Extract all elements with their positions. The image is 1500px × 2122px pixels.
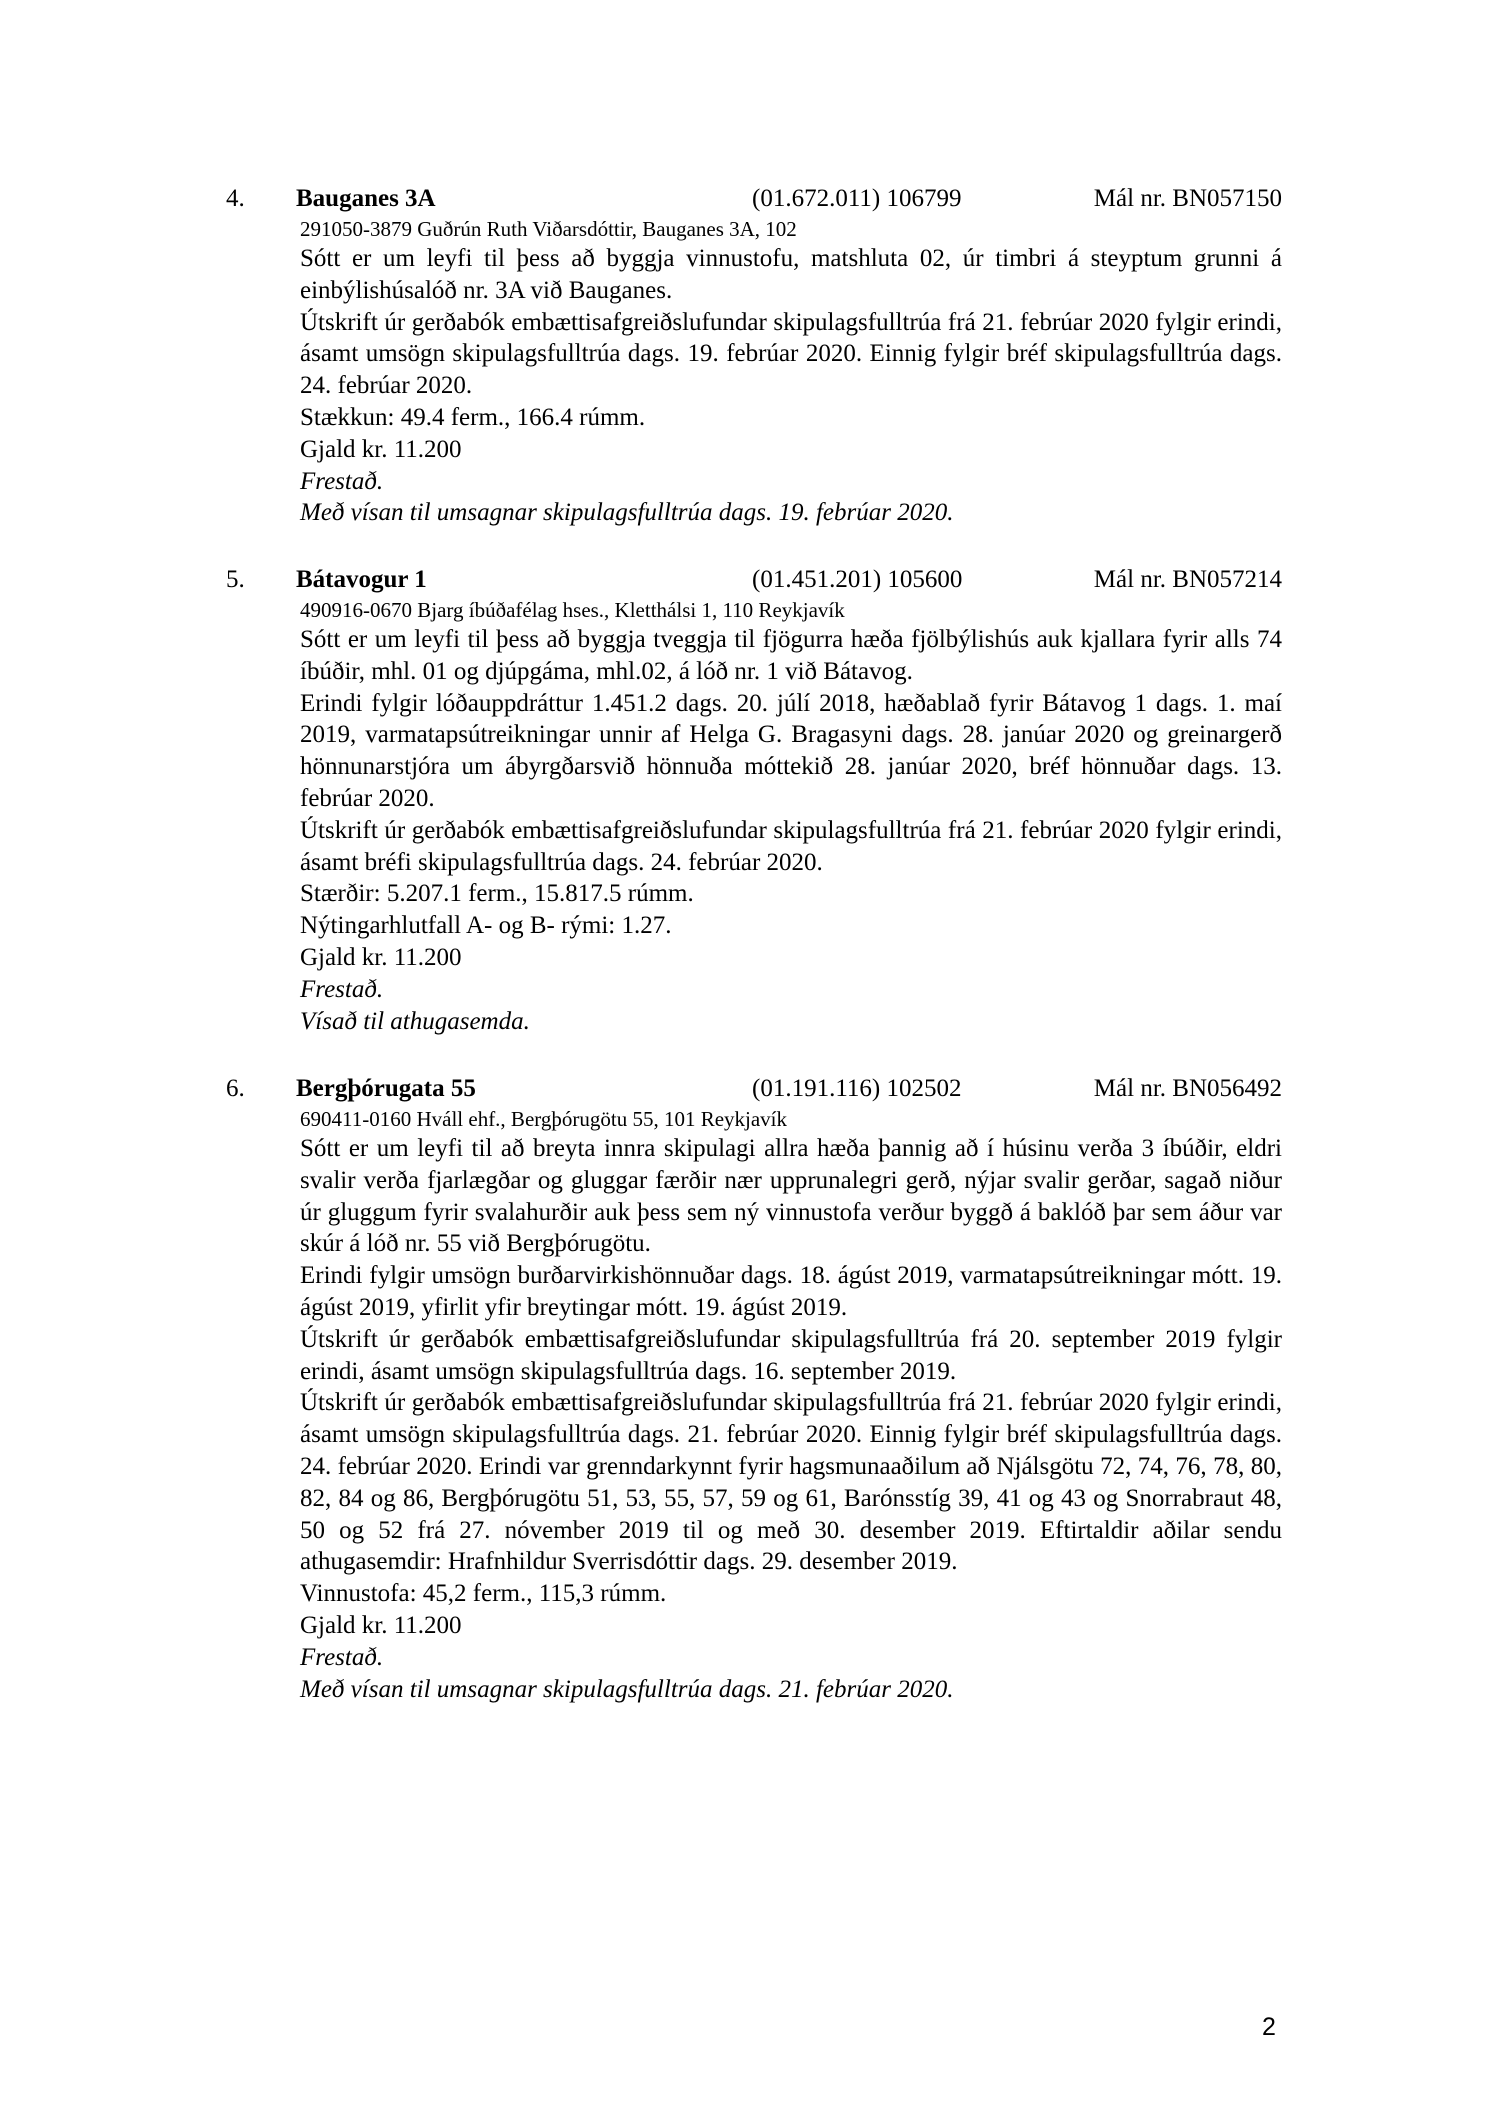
entry-paragraph: Nýtingarhlutfall A- og B- rými: 1.27.: [300, 912, 672, 940]
entry-applicant: 291050-3879 Guðrún Ruth Viðarsdóttir, Bauganes 3A, 102: [300, 217, 797, 241]
entry-paragraph: Gjald kr. 11.200: [300, 435, 462, 463]
entry-title: Bergþórugata 55: [296, 1075, 476, 1102]
entry-body: [300, 1133, 1282, 1705]
entry-number: 5.: [226, 566, 245, 593]
entry-title: Bátavogur 1: [296, 566, 427, 593]
entry-header: [296, 564, 1282, 596]
page-number: 2: [1262, 2013, 1276, 2041]
entry-note: Með vísan til umsagnar skipulagsfulltrúa dags. 21. febrúar 2020.: [300, 1675, 954, 1703]
entry-decision: Frestað.: [300, 1643, 384, 1671]
entry-paragraph: Erindi fylgir lóðauppdráttur 1.451.2 dags. 20. júlí 2018, hæðablað fyrir Bátavog 1 dags. 1. maí 2019, varmatapsútreikningar unnir af Helga G. Bragasyni dags. 28. janúar 2020 og greinargerð hönnunarstjóra um ábyrgðarsvið hönnuða móttekið 28. janúar 2020, bréf hönnuðar dags. 13. febrúar 2020.: [300, 689, 1282, 812]
entry-case-number: Mál nr. BN057150: [1093, 185, 1282, 212]
entry-title: Bauganes 3A: [296, 185, 436, 212]
entry-case-number: Mál nr. BN056492: [1093, 1075, 1282, 1102]
entry-paragraph: Útskrift úr gerðabók embættisafgreiðslufundar skipulagsfulltrúa frá 20. september 2019 fylgir erindi, ásamt umsögn skipulagsfulltrúa dags. 16. september 2019.: [300, 1325, 1282, 1385]
entry-applicant: 690411-0160 Hváll ehf., Bergþórugötu 55, 101 Reykjavík: [300, 1107, 788, 1131]
entry-body: [300, 624, 1282, 1037]
entry-paragraph: Erindi fylgir umsögn burðarvirkishönnuðar dags. 18. ágúst 2019, varmatapsútreikningar mótt. 19. ágúst 2019, yfirlit yfir breytingar mótt. 19. ágúst 2019.: [300, 1262, 1282, 1321]
entry-paragraph: Sótt er um leyfi til þess að byggja vinnustofu, matshluta 02, úr timbri á steyptum grunni á einbýlishúsalóð nr. 3A við Bauganes.: [300, 245, 1282, 304]
entry-paragraph: Stækkun: 49.4 ferm., 166.4 rúmm.: [300, 403, 646, 431]
entry-paragraph: Gjald kr. 11.200: [300, 1611, 462, 1639]
entry-number: 4.: [226, 185, 245, 212]
entry-paragraph: Sótt er um leyfi til að breyta innra skipulagi allra hæða þannig að í húsinu verða 3 íbúðir, eldri svalir verða fjarlægðar og gluggar færðir nær upprunalegri gerð, nýjar svalir gerðar, sagað niður úr gluggum fyrir svalahurðir auk þess sem ný vinnustofa verður byggð á baklóð þar sem áður var skúr á lóð nr. 55 við Bergþórugötu.: [300, 1135, 1282, 1258]
entry-decision: Frestað.: [300, 975, 384, 1003]
entry-paragraph: Sótt er um leyfi til þess að byggja tveggja til fjögurra hæða fjölbýlishús auk kjallara fyrir alls 74 íbúðir, mhl. 01 og djúpgáma, mhl.02, á lóð nr. 1 við Bátavog.: [300, 626, 1282, 685]
entry-paragraph: Stærðir: 5.207.1 ferm., 15.817.5 rúmm.: [300, 880, 694, 908]
entry-paragraph: Gjald kr. 11.200: [300, 943, 462, 971]
entry-note: Með vísan til umsagnar skipulagsfulltrúa dags. 19. febrúar 2020.: [300, 499, 954, 527]
entry-paragraph: Vinnustofa: 45,2 ferm., 115,3 rúmm.: [300, 1580, 667, 1608]
entry-note: Vísað til athugasemda.: [300, 1007, 530, 1035]
entry-case-number: Mál nr. BN057214: [1093, 566, 1282, 593]
entry-header: [296, 1073, 1282, 1105]
entry-number: 6.: [226, 1075, 245, 1102]
entry-paragraph: Útskrift úr gerðabók embættisafgreiðslufundar skipulagsfulltrúa frá 21. febrúar 2020 fylgir erindi, ásamt umsögn skipulagsfulltrúa dags. 19. febrúar 2020. Einnig fylgir bréf skipulagsfulltrúa dags. 24. febrúar 2020.: [300, 308, 1282, 400]
entry-body: [300, 243, 1282, 529]
entry-header: [296, 183, 1282, 215]
entry-decision: Frestað.: [300, 467, 384, 495]
entry-paragraph: Útskrift úr gerðabók embættisafgreiðslufundar skipulagsfulltrúa frá 21. febrúar 2020 fylgir erindi, ásamt bréfi skipulagsfulltrúa dags. 24. febrúar 2020.: [300, 816, 1282, 876]
entry-reference: (01.191.116) 102502: [752, 1075, 962, 1102]
entry-reference: (01.672.011) 106799: [752, 185, 962, 212]
entry-applicant: 490916-0670 Bjarg íbúðafélag hses., Kletthálsi 1, 110 Reykjavík: [300, 598, 845, 622]
entry-paragraph: Útskrift úr gerðabók embættisafgreiðslufundar skipulagsfulltrúa frá 21. febrúar 2020 fylgir erindi, ásamt umsögn skipulagsfulltrúa dags. 21. febrúar 2020. Einnig fylgir bréf skipulagsfulltrúa dags. 24. febrúar 2020. Erindi var grenndarkynnt fyrir hagsmunaaðilum að Njálsgötu 72, 74, 76, 78, 80, 82, 84 og 86, Bergþórugötu 51, 53, 55, 57, 59 og 61, Barónsstíg 39, 41 og 43 og Snorrabraut 48, 50 og 52 frá 27. nóvember 2019 til og með 30. desember 2019. Eftirtaldir aðilar sendu athugasemdir: Hrafnhildur Sverrisdóttir dags. 29. desember 2019.: [300, 1389, 1282, 1576]
entry-reference: (01.451.201) 105600: [752, 566, 963, 593]
